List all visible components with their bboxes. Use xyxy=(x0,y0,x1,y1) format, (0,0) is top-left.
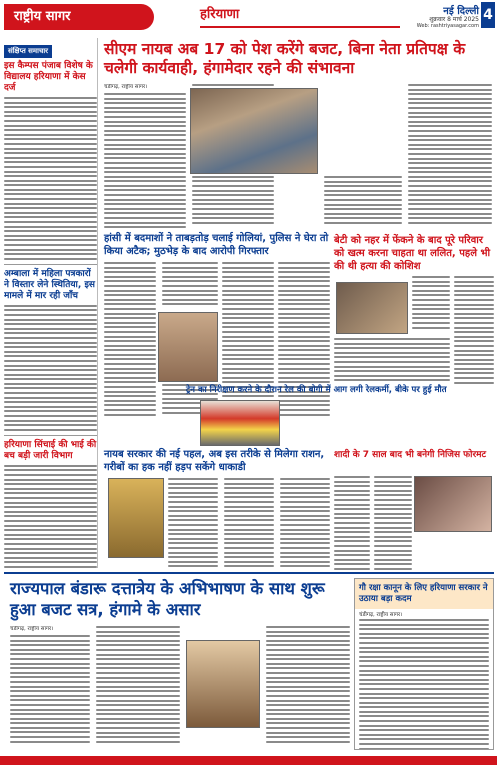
box-headline: गौ रक्षा कानून के लिए हरियाणा सरकार ने उठाया बड़ा कदम xyxy=(355,579,493,609)
lead-dateline: चंडीगढ़, राष्ट्रीय सागर। xyxy=(104,84,148,90)
story2-headline: हांसी में बदमाशों ने ताबड़तोड़ चलाई गोलियां, पुलिस ने घेरा तो किया अटैक; मुठभेड़ के बाद आरोपी गिरफ्तार xyxy=(104,233,329,257)
box-body xyxy=(355,609,493,750)
section-title: हरियाणा xyxy=(200,4,400,28)
sidebar-body-1 xyxy=(4,97,97,260)
story3-headline: बेटी को नहर में फेंकने के बाद पूरे परिवार को खत्म करना चाहता था ललित, पहले भी की थी हत्या की कोशिश xyxy=(334,235,491,272)
train-photo xyxy=(200,400,280,446)
story4-body xyxy=(168,478,330,570)
footer-bar xyxy=(0,756,497,765)
couple-photo xyxy=(414,476,492,532)
story5-headline: शादी के 7 साल बाद भी बनेगी निजिस फोरमट xyxy=(334,450,487,460)
divider xyxy=(4,264,97,265)
newspaper-brand: राष्ट्रीय सागर xyxy=(4,4,154,30)
sidebar-briefs xyxy=(4,38,98,568)
story5-body xyxy=(334,476,412,570)
website-line: Web: rashtriyasagar.com xyxy=(416,23,479,29)
sidebar-headline-3: हरियाणा सिंचाई की भाई की बच बड़ी जारी विभाग xyxy=(4,439,97,461)
sidebar-body-2 xyxy=(4,305,97,431)
box-dateline: चंडीगढ़, राष्ट्रीय सागर। xyxy=(359,612,403,618)
accused-photo xyxy=(158,312,218,382)
train-headline: ट्रेन का निरीक्षण करने के दौरान रेल की बोगी में आग लगी रेलकर्मी, बीके पर हुई मौत xyxy=(186,385,447,395)
edition-date: शुक्रवार 8 मार्च 2025 xyxy=(429,16,479,23)
sidebar-headline-2: अम्बाला में महिला पत्रकारों ने विस्तार लेने स्थितिया, इस मामले में मार रही जाँच xyxy=(4,268,95,301)
page-number: 4 xyxy=(481,2,495,28)
story4-headline: नायब सरकार की नई पहल, अब इस तरीके से मिलेगा राशन, गरीबों का हक नहीं हड़प सकेंगे धाकाडी xyxy=(104,449,325,473)
lead-headline: सीएम नायब अब 17 को पेश करेंगे बजट, बिना नेता प्रतिपक्ष के चलेगी कार्यवाही, हंगामेदार रहने की संभावना xyxy=(104,40,466,77)
assembly-meeting-photo xyxy=(190,88,318,174)
bottom-headline: राज्यपाल बंडारू दत्तात्रेय के अभिभाषण के साथ शुरू हुआ बजट सत्र, हंगामे के असार xyxy=(10,579,325,619)
governor-photo xyxy=(186,640,260,728)
bottom-dateline: चंडीगढ़, राष्ट्रीय सागर। xyxy=(10,626,54,632)
sidebar-headline-1: इस कैम्पस पंजाब विशेष के विद्यालय हरियाणा में केस दर्ज xyxy=(4,61,93,93)
gau-raksha-box xyxy=(354,578,494,750)
sidebar-tag: संक्षिप्त समाचार xyxy=(4,45,52,58)
divider xyxy=(4,572,494,574)
family-photo xyxy=(336,282,408,334)
divider xyxy=(4,435,97,436)
bottom-body xyxy=(10,626,350,748)
edition-city: नई दिल्ली xyxy=(443,6,479,17)
sidebar-body-3 xyxy=(4,465,97,568)
ration-grain-photo xyxy=(108,478,164,558)
masthead xyxy=(0,0,497,36)
